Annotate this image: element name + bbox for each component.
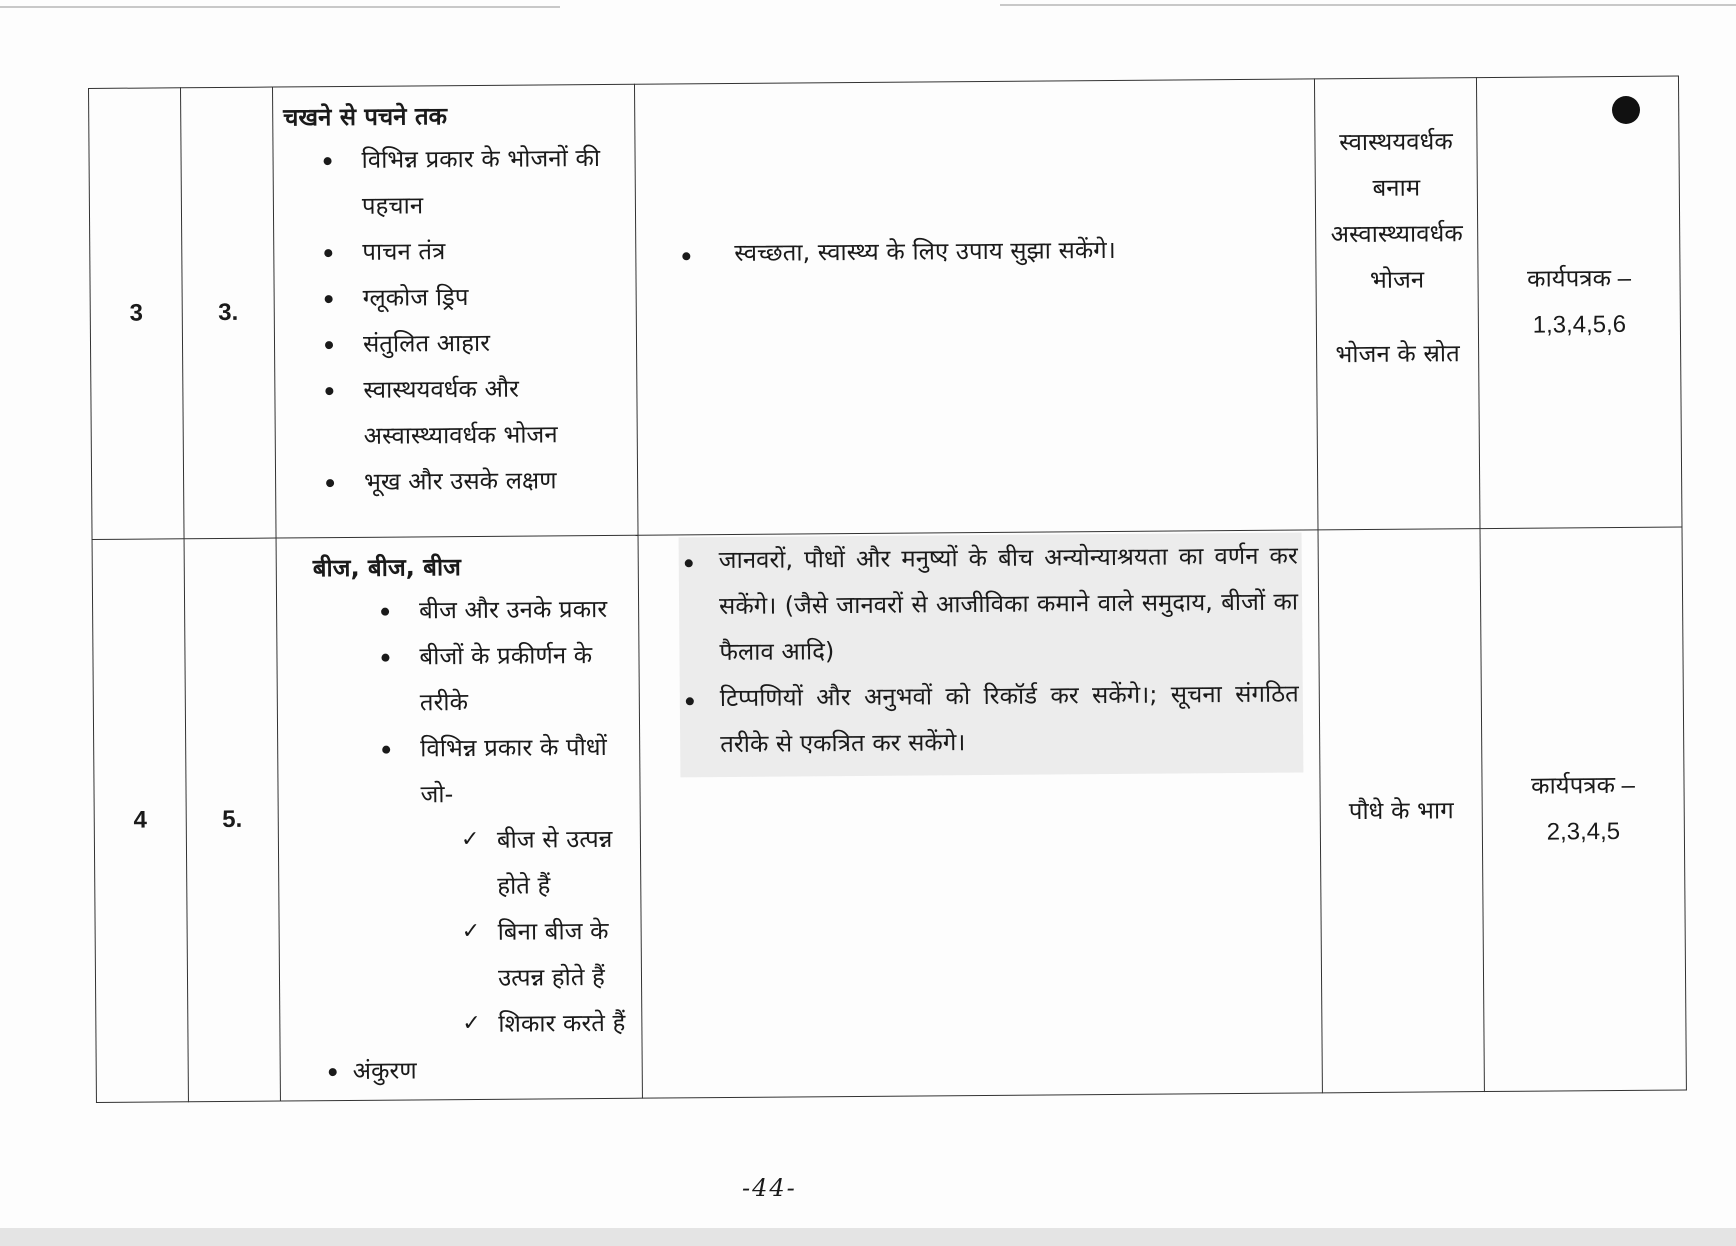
worksheet-numbers: 2,3,4,5 — [1546, 817, 1621, 846]
table-row — [89, 76, 1682, 539]
sub-topic-text: बीज से उत्पन्न होते हैं — [496, 824, 613, 900]
outcome-item — [680, 671, 1300, 768]
bullet-icon — [329, 1068, 337, 1076]
topic-cell — [276, 535, 642, 1101]
theme-text: पौधे के भाग — [1348, 796, 1454, 826]
worksheet-label: कार्यपत्रक – — [1530, 771, 1636, 800]
theme-text: भोजन के स्रोत — [1335, 339, 1460, 369]
worksheet-cell — [1476, 76, 1682, 529]
topic-text: विभिन्न प्रकार के भोजनों की पहचान — [361, 143, 601, 220]
chapter-cell: 5. — [184, 538, 280, 1102]
theme-cell — [1314, 78, 1480, 530]
scan-bottom-edge — [0, 1228, 1736, 1246]
topic-text: ग्लूकोज ड्रिप — [362, 283, 469, 312]
bullet-icon — [686, 697, 694, 705]
outcome-cell — [634, 79, 1318, 535]
outcome-cell — [638, 530, 1322, 1098]
topic-list — [313, 586, 632, 818]
sub-topic-list — [315, 816, 634, 1048]
check-icon: ✓ — [460, 826, 480, 853]
bullet-icon — [325, 341, 333, 349]
serial-cell: 4 — [92, 539, 188, 1103]
topic-text: बीज और उनके प्रकार — [419, 594, 608, 625]
topic-title: चखने से पचने तक — [283, 102, 448, 132]
topic-text: अंकुरण — [352, 1056, 417, 1085]
outcome-list — [679, 532, 1304, 777]
list-item — [315, 908, 633, 1002]
chapter-cell: 3. — [181, 87, 277, 539]
sub-topic-text: बिना बीज के उत्पन्न होते हैं — [497, 916, 609, 992]
bullet-icon — [324, 157, 332, 165]
outcome-item — [652, 225, 1299, 276]
outcome-text: जानवरों, पौधों और मनुष्यों के बीच अन्योन्याश्रयता का वर्णन कर सकेंगे। (जैसे जानवरों से आजीविका कमाने वाले समुदाय, बीजों का फैलाव आदि) — [718, 541, 1299, 667]
check-icon: ✓ — [461, 918, 481, 945]
topic-text: भूख और उसके लक्षण — [363, 466, 557, 496]
bullet-icon — [381, 608, 389, 616]
topic-list — [283, 135, 629, 506]
list-item — [284, 273, 627, 322]
page-number: -44- — [742, 1174, 797, 1202]
bullet-icon — [325, 295, 333, 303]
topic-text: स्वास्थयवर्धक और अस्वास्थ्यावर्धक भोजन — [363, 374, 558, 450]
topic-text: संतुलित आहार — [362, 328, 491, 358]
theme-cell — [1318, 529, 1484, 1093]
worksheet-label: कार्यपत्रक – — [1526, 264, 1632, 293]
topic-title: बीज, बीज, बीज — [312, 553, 462, 583]
bullet-icon — [325, 387, 333, 395]
syllabus-table — [88, 76, 1687, 1103]
bullet-icon — [682, 252, 690, 260]
bullet-icon — [685, 559, 693, 567]
bullet-icon — [326, 479, 334, 487]
list-item — [286, 457, 629, 506]
theme-text: स्वास्थयवर्धक बनाम अस्वास्थ्यावर्धक भोजन — [1330, 127, 1463, 294]
outcome-text: टिप्पणियों और अनुभवों को रिकॉर्ड कर सकेंगे।; सूचना संगठित तरीके से एकत्रित कर सकेंगे। — [719, 679, 1299, 759]
bullet-icon — [382, 746, 390, 754]
scan-edge-top-right — [1000, 4, 1736, 6]
list-item — [315, 816, 633, 910]
list-item — [316, 1000, 633, 1048]
topic-text: बीजों के प्रकीर्णन के तरीके — [419, 641, 593, 717]
worksheet-numbers: 1,3,4,5,6 — [1532, 310, 1627, 339]
topic-text: पाचन तंत्र — [362, 237, 446, 266]
worksheet-cell — [1480, 527, 1686, 1092]
list-item — [284, 227, 627, 276]
topic-text: विभिन्न प्रकार के पौधों जो- — [420, 732, 607, 809]
list-item — [313, 632, 631, 726]
sub-topic-text: शिकार करते हैं — [498, 1008, 626, 1038]
topic-cell — [272, 84, 638, 538]
scan-edge-top — [0, 6, 560, 8]
list-item — [285, 365, 629, 460]
topic-list-tail — [291, 1046, 634, 1095]
bullet-icon — [381, 654, 389, 662]
list-item — [314, 724, 632, 818]
table-row — [92, 527, 1686, 1102]
list-item — [285, 319, 628, 368]
outcome-text: स्वच्छता, स्वास्थ्य के लिए उपाय सुझा सकेंगे। — [734, 235, 1116, 267]
bullet-icon — [324, 249, 332, 257]
check-icon: ✓ — [462, 1010, 481, 1037]
list-item — [283, 135, 627, 230]
list-item — [313, 586, 630, 634]
list-item — [291, 1046, 634, 1095]
outcome-item — [679, 533, 1299, 676]
serial-cell: 3 — [89, 88, 185, 540]
